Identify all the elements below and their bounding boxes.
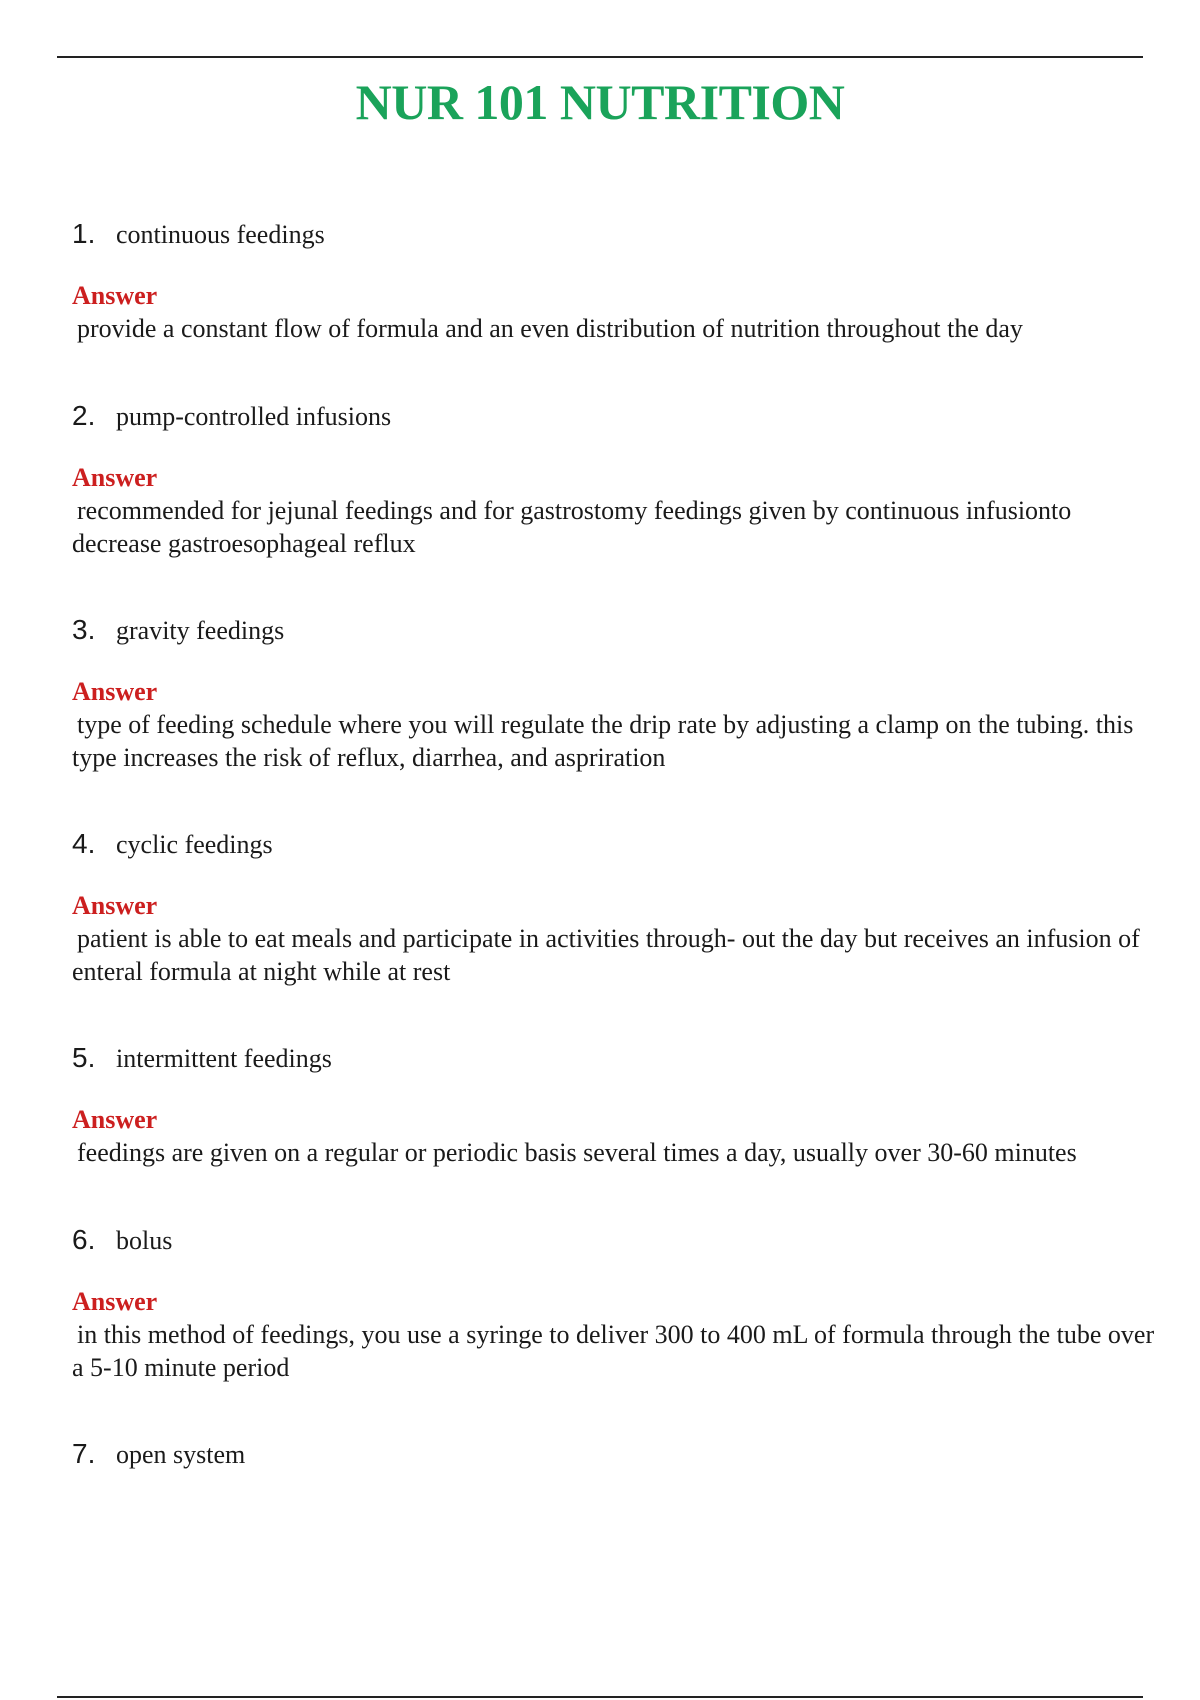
- answer-text: type of feeding schedule where you will regulate the drip rate by adjusting a clamp on the tubing. this type increases the risk of reflux, diarrhea, and aspriration: [72, 710, 1134, 772]
- answer-label: Answer: [72, 463, 158, 492]
- qa-item: [72, 1042, 1162, 1169]
- question-number: 7.: [72, 1438, 96, 1469]
- answer-text: provide a constant flow of formula and an even distribution of nutrition throughout the day: [77, 314, 1023, 343]
- answer-text: recommended for jejunal feedings and for gastrostomy feedings given by continuous infusionto decrease gastroesophageal reflux: [72, 496, 1072, 558]
- question-text: open system: [116, 1440, 246, 1469]
- answer-label: Answer: [72, 1287, 158, 1316]
- question-row: [72, 1438, 1162, 1478]
- question-text: bolus: [116, 1226, 173, 1255]
- answer-text: feedings are given on a regular or periodic basis several times a day, usually over 30-60 minutes: [77, 1138, 1077, 1167]
- question-number: 2.: [72, 400, 96, 431]
- answer-text: patient is able to eat meals and participate in activities through- out the day but receives an infusion of enteral formula at night while at rest: [72, 924, 1140, 986]
- qa-item: [72, 400, 1162, 560]
- question-number: 5.: [72, 1042, 96, 1073]
- question-row: [72, 1042, 1162, 1082]
- question-row: [72, 828, 1162, 868]
- bottom-divider: [57, 1696, 1143, 1698]
- question-text: gravity feedings: [116, 616, 285, 645]
- qa-item: [72, 614, 1162, 774]
- question-row: [72, 400, 1162, 440]
- question-number: 4.: [72, 828, 96, 859]
- answer-label: Answer: [72, 677, 158, 706]
- question-text: cyclic feedings: [116, 830, 273, 859]
- question-number: 3.: [72, 614, 96, 645]
- question-text: pump-controlled infusions: [116, 402, 392, 431]
- question-number: 1.: [72, 218, 96, 249]
- document-title: NUR 101 NUTRITION: [355, 74, 845, 130]
- answer-label: Answer: [72, 281, 158, 310]
- qa-item: [72, 1224, 1162, 1384]
- question-number: 6.: [72, 1224, 96, 1255]
- question-row: [72, 218, 1162, 258]
- answer-label: Answer: [72, 891, 158, 920]
- question-row: [72, 614, 1162, 654]
- question-text: intermittent feedings: [116, 1044, 332, 1073]
- qa-item: [72, 1438, 1162, 1478]
- top-divider: [57, 56, 1143, 58]
- answer-label: Answer: [72, 1105, 158, 1134]
- qa-item: [72, 828, 1162, 988]
- question-row: [72, 1224, 1162, 1264]
- qa-item: [72, 218, 1162, 345]
- question-text: continuous feedings: [116, 220, 325, 249]
- answer-text: in this method of feedings, you use a syringe to deliver 300 to 400 mL of formula through the tube over a 5-10 minute period: [72, 1320, 1155, 1382]
